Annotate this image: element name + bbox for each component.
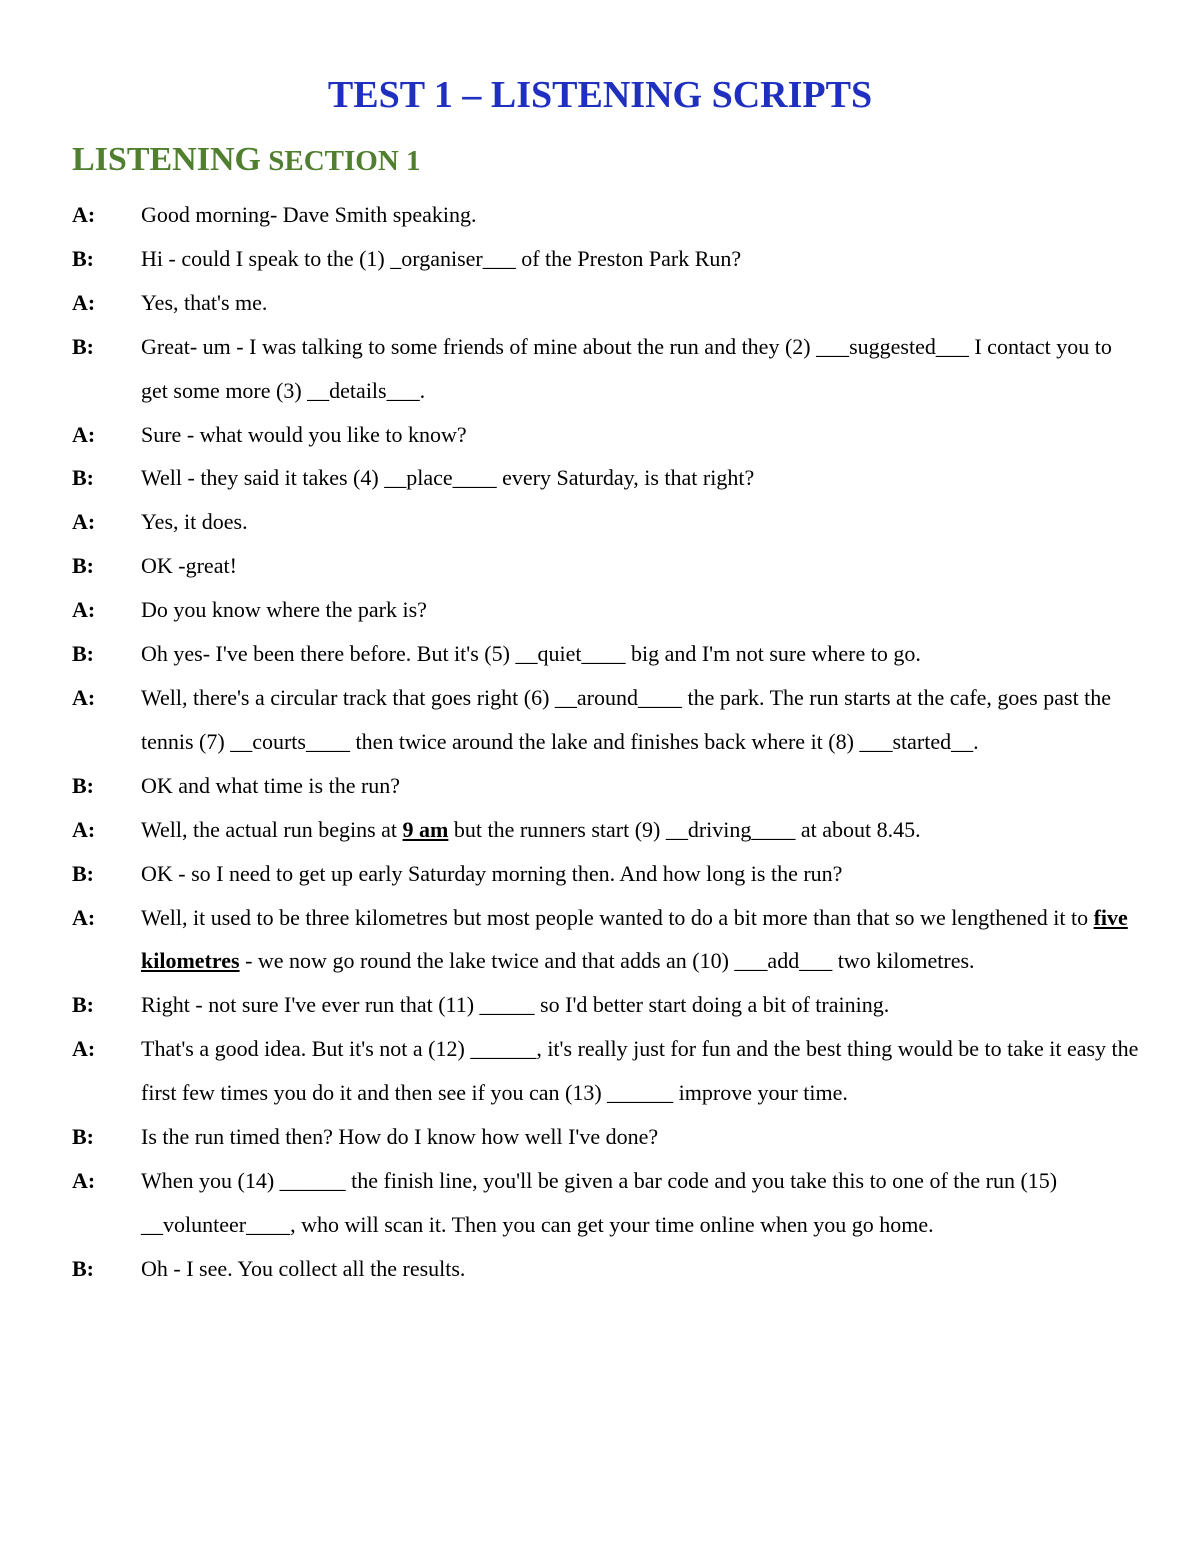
dialogue-line: Well, there's a circular track that goes right (6) __around____ the park. The run starts at the cafe, goes past the tennis (7) __courts____ then twice around the lake and finishes back where it (8) ___started__.: [141, 684, 1112, 754]
dialogue-line: Yes, it does.: [141, 509, 248, 535]
speaker-label: A:: [72, 1167, 96, 1193]
dialogue-line: Right - not sure I've ever run that (11) _____ so I'd better start doing a bit of training.: [141, 992, 890, 1018]
dialogue-line: That's a good idea. But it's not a (12) ______, it's really just for fun and the best thing would be to take it easy the first few times you do it and then see if you can (13) ______ improve your time.: [141, 1036, 1139, 1106]
speaker-label: B:: [72, 553, 94, 579]
line-text: - we now go round the lake twice and that adds an (10) ___add___ two kilometres.: [239, 948, 975, 974]
dialogue-line: [141, 808, 1142, 852]
dialogue-line: OK and what time is the run?: [141, 772, 401, 798]
speaker-label: B:: [72, 1255, 94, 1281]
dialogue-turn: [72, 983, 1142, 1027]
dialogue-turn: [72, 588, 1142, 632]
speaker-label: A:: [72, 597, 96, 623]
speaker-label: A:: [72, 904, 96, 930]
dialogue-turn: [72, 1247, 1142, 1291]
section-heading-number: SECTION 1: [260, 145, 421, 177]
dialogue-line: Hi - could I speak to the (1) _organiser___ of the Preston Park Run?: [141, 245, 742, 271]
dialogue-turn: [72, 281, 1142, 325]
dialogue-line: Well - they said it takes (4) __place____ every Saturday, is that right?: [141, 465, 755, 491]
dialogue-turn: [72, 413, 1142, 457]
dialogue-line: Is the run timed then? How do I know how well I've done?: [141, 1124, 659, 1150]
dialogue-line: Oh - I see. You collect all the results.: [141, 1255, 466, 1281]
dialogue-line: OK -great!: [141, 553, 237, 579]
speaker-label: B:: [72, 992, 94, 1018]
key-answer: five kilometres: [141, 904, 1128, 974]
dialogue-line: Good morning- Dave Smith speaking.: [141, 202, 477, 227]
dialogue-turn: [72, 237, 1142, 281]
dialogue-line: Do you know where the park is?: [141, 597, 427, 623]
dialogue-line: [141, 896, 1142, 984]
line-text: but the runners start (9) __driving____ at about 8.45.: [448, 816, 921, 842]
key-answer: 9 am: [402, 816, 449, 842]
speaker-label: B:: [72, 860, 94, 886]
speaker-label: B:: [72, 333, 94, 359]
speaker-label: A:: [72, 289, 96, 315]
speaker-label: A:: [72, 684, 96, 710]
line-text: Well, it used to be three kilometres but most people wanted to do a bit more than that so we lengthened it to: [141, 904, 1094, 930]
section-heading-word: LISTENING: [72, 141, 261, 178]
dialogue-turn: [72, 852, 1142, 896]
dialogue-line: Yes, that's me.: [141, 289, 268, 315]
dialogue-line: OK - so I need to get up early Saturday morning then. And how long is the run?: [141, 860, 843, 886]
dialogue-turn: [72, 544, 1142, 588]
dialogue-turn: [72, 764, 1142, 808]
dialogue-line: Great- um - I was talking to some friends of mine about the run and they (2) ___suggested___ I contact you to get some more (3) __details___.: [141, 333, 1112, 403]
speaker-label: B:: [72, 1124, 94, 1150]
speaker-label: B:: [72, 465, 94, 491]
dialogue-turn: [72, 896, 1142, 984]
speaker-label: A:: [72, 421, 96, 447]
section-heading: [72, 138, 421, 185]
dialogue-line: When you (14) ______ the finish line, you'll be given a bar code and you take this to one of the run (15) __volunteer____, who will scan it. Then you can get your time online when you go home.: [141, 1167, 1058, 1237]
dialogue-turn: [72, 808, 1142, 852]
speaker-label: A:: [72, 1036, 96, 1062]
speaker-label: A:: [72, 816, 96, 842]
speaker-label: A:: [72, 509, 96, 535]
dialogue-turn: [72, 193, 1142, 237]
dialogue-line: Sure - what would you like to know?: [141, 421, 467, 447]
line-text: Well, the actual run begins at: [141, 816, 403, 842]
dialogue-turn: [72, 632, 1142, 676]
dialogue-turn: [72, 500, 1142, 544]
speaker-label: A:: [72, 202, 96, 227]
dialogue-turn: [72, 325, 1142, 413]
speaker-label: B:: [72, 245, 94, 271]
dialogue-turn: [72, 456, 1142, 500]
dialogue-turn: [72, 1027, 1142, 1115]
page-title: TEST 1 – LISTENING SCRIPTS: [327, 74, 873, 116]
dialogue-turn: [72, 676, 1142, 764]
dialogue-line: Oh yes- I've been there before. But it's (5) __quiet____ big and I'm not sure where to go.: [141, 641, 921, 667]
dialogue-turn: [72, 1115, 1142, 1159]
dialogue-turn: [72, 1159, 1142, 1247]
listening-script: [72, 193, 1142, 1291]
speaker-label: B:: [72, 772, 94, 798]
speaker-label: B:: [72, 641, 94, 667]
